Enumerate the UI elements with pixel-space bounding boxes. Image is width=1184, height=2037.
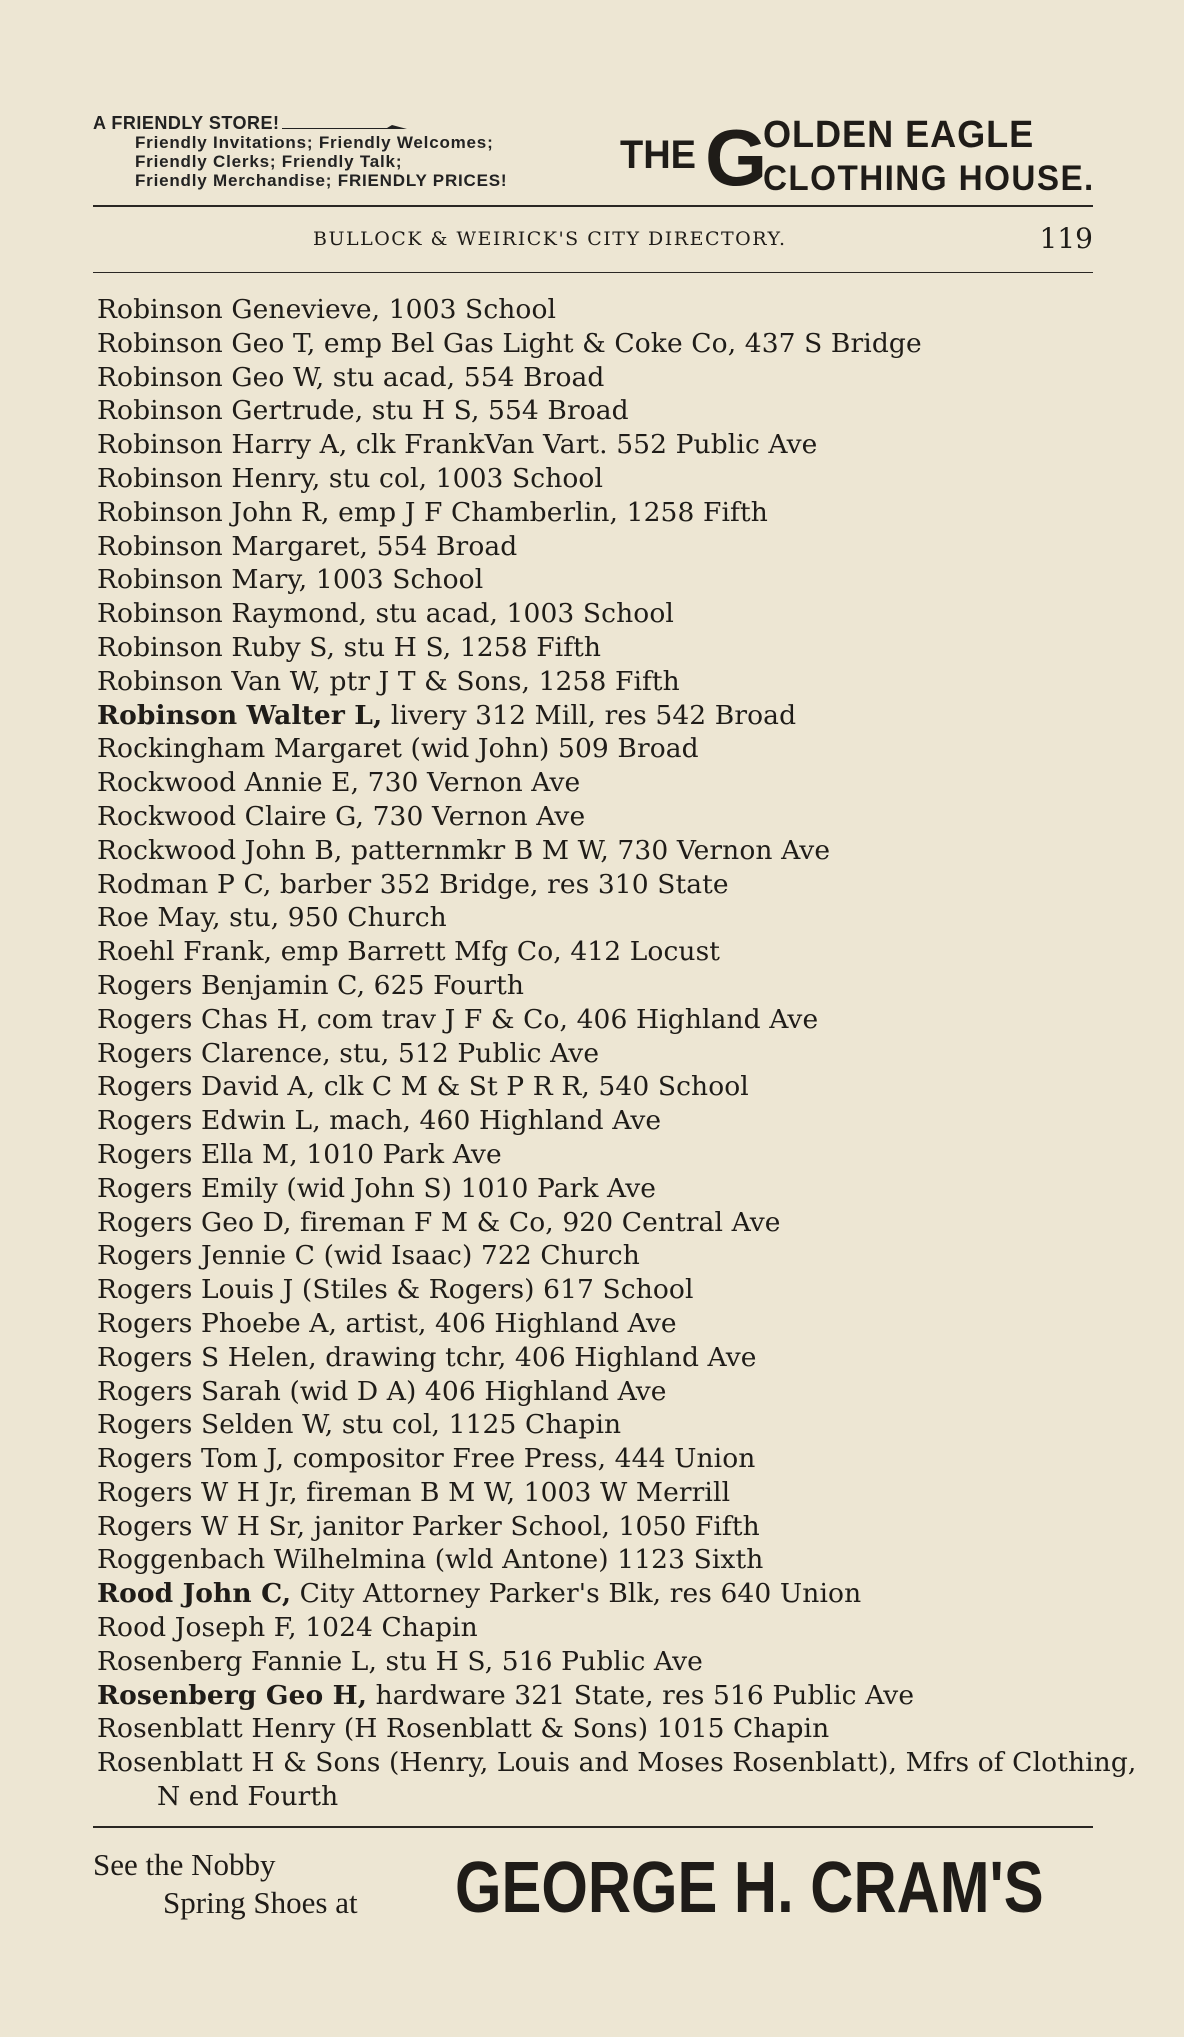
directory-entry (97, 800, 1097, 834)
entry-name: Robinson Geo T, (97, 327, 316, 359)
ad-golden-eagle: OLDEN EAGLE (763, 114, 1035, 156)
entry-name: Rosenblatt H & Sons (97, 1747, 381, 1779)
entry-name: Rockwood Claire G, (97, 800, 365, 832)
entry-details: clk FrankVan Vart. 552 Public Ave (347, 429, 818, 461)
entry-details: (Henry, Louis and Moses Rosenblatt), Mfrs of Clothing, N end Fourth (157, 1747, 1137, 1813)
directory-entry (97, 1172, 1097, 1206)
entry-details: stu H S, 1258 Fifth (335, 631, 602, 663)
bottom-ad-line-1: See the Nobby (93, 1847, 276, 1882)
entry-name: Robinson Mary, (97, 564, 308, 596)
entry-name: Rogers Phoebe A, (97, 1307, 338, 1339)
entry-details: 730 Vernon Ave (359, 767, 581, 799)
directory-title: BULLOCK & WEIRICK'S CITY DIRECTORY. (313, 228, 787, 250)
directory-entry (97, 1510, 1097, 1544)
entry-name: Rockingham Margaret (97, 733, 402, 765)
friendly-line-3: Friendly Merchandise; FRIENDLY PRICES! (135, 171, 508, 190)
ad-clothing-house: CLOTHING HOUSE. (763, 159, 1095, 198)
entry-name: Rosenblatt Henry (97, 1713, 336, 1745)
directory-entry (97, 530, 1097, 564)
directory-entry (97, 462, 1097, 496)
entry-details: stu col, 1125 Chapin (333, 1409, 622, 1441)
entry-name: Rockwood Annie E, (97, 767, 360, 799)
directory-entry (97, 496, 1097, 530)
directory-entry (97, 361, 1097, 395)
entry-name: Robinson Walter L, (97, 699, 383, 731)
directory-entry (97, 428, 1097, 462)
directory-entry (97, 394, 1097, 428)
directory-entry (97, 1476, 1097, 1510)
directory-entry (97, 766, 1097, 800)
directory-entry (97, 1375, 1097, 1409)
entry-name: Rogers S Helen, (97, 1341, 317, 1373)
entry-name: Rogers Benjamin C, (97, 969, 366, 1001)
entry-name: Rogers Jennie C (97, 1240, 316, 1272)
directory-listings (97, 293, 1137, 1814)
header-divider (93, 272, 1093, 273)
entry-details: com trav J F & Co, 406 Highland Ave (308, 1003, 819, 1035)
entry-name: Rood Joseph F, (97, 1612, 297, 1644)
entry-details: (H Rosenblatt & Sons) 1015 Chapin (335, 1713, 830, 1745)
arrow-rule-icon (282, 124, 407, 130)
entry-name: Robinson Genevieve, (97, 294, 381, 325)
entry-details: hardware 321 State, res 516 Public Ave (367, 1679, 915, 1711)
friendly-line-2: Friendly Clerks; Friendly Talk; (135, 152, 403, 171)
directory-entry (97, 1273, 1097, 1307)
directory-entry (97, 1003, 1097, 1037)
friendly-store-headline-text: A FRIENDLY STORE! (93, 113, 280, 133)
entry-name: Robinson Margaret, (97, 530, 369, 562)
directory-entry (97, 1611, 1097, 1645)
directory-entry (97, 834, 1097, 868)
entry-name: Robinson Geo W, (97, 361, 325, 393)
ad-the: THE (620, 133, 696, 177)
directory-entry (97, 1037, 1097, 1071)
entry-name: Robinson Ruby S, (97, 631, 336, 663)
entry-name: Rogers Sarah (97, 1375, 281, 1407)
directory-entry (97, 901, 1097, 935)
entry-details: fireman F M & Co, 920 Central Ave (291, 1206, 781, 1238)
directory-entry (97, 563, 1097, 597)
directory-entry (97, 1543, 1097, 1577)
entry-name: Roe May, (97, 902, 221, 934)
entry-details: (wid John) 509 Broad (402, 733, 699, 765)
entry-details: livery 312 Mill, res 542 Broad (382, 699, 797, 731)
entry-details: stu acad, 554 Broad (324, 361, 605, 393)
entry-details: 1003 School (307, 564, 484, 596)
entry-name: Rogers Edwin L, (97, 1105, 321, 1137)
directory-entry (97, 1577, 1097, 1611)
entry-details: 1024 Chapin (296, 1612, 478, 1644)
directory-entry (97, 699, 1097, 733)
entry-name: Rockwood John B, (97, 834, 343, 866)
entry-details: janitor Parker School, 1050 Fifth (305, 1510, 760, 1542)
cram-shoes-advertisement (93, 1835, 1093, 1945)
entry-name: Robinson John R, (97, 496, 330, 528)
entry-name: Rogers W H Sr, (97, 1510, 306, 1542)
directory-entry (97, 1645, 1097, 1679)
entry-details: emp J F Chamberlin, 1258 Fifth (329, 496, 768, 528)
entry-name: Robinson Van W, (97, 665, 321, 697)
golden-eagle-advertisement (93, 113, 1093, 203)
entry-name: Rood John C, (97, 1578, 292, 1610)
entry-details: stu col, 1003 School (320, 462, 604, 494)
directory-entry (97, 1442, 1097, 1476)
entry-details: (wid Isaac) 722 Church (315, 1240, 640, 1272)
entry-name: Robinson Raymond, (97, 598, 368, 630)
directory-entry (97, 969, 1097, 1003)
directory-entry (97, 1239, 1097, 1273)
directory-entry (97, 1341, 1097, 1375)
entry-details: mach, 460 Highland Ave (320, 1105, 662, 1137)
entry-details: fireman B M W, 1003 W Merrill (297, 1476, 731, 1508)
entry-details: stu, 950 Church (220, 902, 447, 934)
entry-name: Rogers Louis J (97, 1274, 294, 1306)
entry-name: Roehl Frank, (97, 936, 273, 968)
entry-details: ptr J T & Sons, 1258 Fifth (320, 665, 680, 697)
directory-entry (97, 597, 1097, 631)
entry-name: Rogers W H Jr, (97, 1476, 298, 1508)
entry-name: Rogers Chas H, (97, 1003, 309, 1035)
entry-name: Robinson Gertrude, (97, 395, 364, 427)
entry-details: emp Bel Gas Light & Coke Co, 437 S Bridge (315, 327, 922, 359)
entry-details: 1003 School (380, 294, 557, 325)
entry-name: Rogers Geo D, (97, 1206, 292, 1238)
page-number: 119 (1039, 222, 1093, 255)
entry-details: artist, 406 Highland Ave (337, 1307, 677, 1339)
entry-name: Roggenbach Wilhelmina (97, 1544, 427, 1576)
ad-big-g: G (705, 113, 768, 202)
entry-details: clk C M & St P R R, 540 School (315, 1071, 749, 1103)
directory-entry (97, 665, 1097, 699)
entry-name: Rosenberg Geo H, (97, 1679, 368, 1711)
entry-details: stu, 512 Public Ave (330, 1037, 600, 1069)
entry-details: compositor Free Press, 444 Union (284, 1443, 756, 1475)
directory-entry (97, 1712, 1097, 1746)
top-ad-divider (93, 205, 1093, 207)
entry-name: Rogers Ella M, (97, 1138, 298, 1170)
bottom-ad-store-name: GEORGE H. CRAM'S (455, 1848, 1044, 1928)
directory-entry (97, 1408, 1097, 1442)
entry-name: Rosenberg Fannie L, (97, 1645, 377, 1677)
entry-name: Robinson Harry A, (97, 429, 348, 461)
entry-details: stu acad, 1003 School (367, 598, 674, 630)
entry-name: Rogers Tom J, (97, 1443, 285, 1475)
directory-entry (97, 1138, 1097, 1172)
directory-entry (97, 868, 1097, 902)
entry-details: (Stiles & Rogers) 617 School (293, 1274, 694, 1306)
friendly-line-1: Friendly Invitations; Friendly Welcomes; (135, 133, 494, 152)
entry-details: (wld Antone) 1123 Sixth (426, 1544, 764, 1576)
entry-details: 730 Vernon Ave (364, 800, 586, 832)
directory-entry (97, 1307, 1097, 1341)
directory-entry (97, 631, 1097, 665)
entry-details: drawing tchr, 406 Highland Ave (316, 1341, 757, 1373)
entry-details: patternmkr B M W, 730 Vernon Ave (342, 834, 831, 866)
entry-name: Rogers Selden W, (97, 1409, 334, 1441)
entry-details: stu H S, 516 Public Ave (376, 1645, 703, 1677)
entry-details: 625 Fourth (365, 969, 525, 1001)
entry-details: 1010 Park Ave (297, 1138, 502, 1170)
bottom-ad-line-2: Spring Shoes at (163, 1885, 358, 1920)
directory-entry (97, 1679, 1097, 1713)
entry-name: Rogers Emily (97, 1172, 278, 1204)
entry-details: 554 Broad (368, 530, 518, 562)
running-header (93, 222, 1093, 256)
entry-details: stu H S, 554 Broad (363, 395, 629, 427)
directory-entry (97, 732, 1097, 766)
directory-entry (97, 1070, 1097, 1104)
bottom-ad-divider (93, 1826, 1093, 1828)
friendly-store-slogan (93, 113, 507, 190)
entry-name: Rodman P C, (97, 868, 272, 900)
entry-details: emp Barrett Mfg Co, 412 Locust (272, 936, 721, 968)
directory-entry (97, 293, 1097, 327)
directory-entry (97, 327, 1097, 361)
directory-entry (97, 1206, 1097, 1240)
directory-entry (97, 1746, 1142, 1814)
entry-details: (wid John S) 1010 Park Ave (277, 1172, 657, 1204)
directory-entry (97, 935, 1097, 969)
friendly-store-headline (93, 113, 507, 133)
entry-name: Robinson Henry, (97, 462, 321, 494)
entry-details: City Attorney Parker's Blk, res 640 Union (291, 1578, 862, 1610)
entry-details: (wid D A) 406 Highland Ave (280, 1375, 667, 1407)
entry-name: Rogers Clarence, (97, 1037, 331, 1069)
entry-name: Rogers David A, (97, 1071, 316, 1103)
entry-details: barber 352 Bridge, res 310 State (271, 868, 729, 900)
directory-entry (97, 1104, 1097, 1138)
